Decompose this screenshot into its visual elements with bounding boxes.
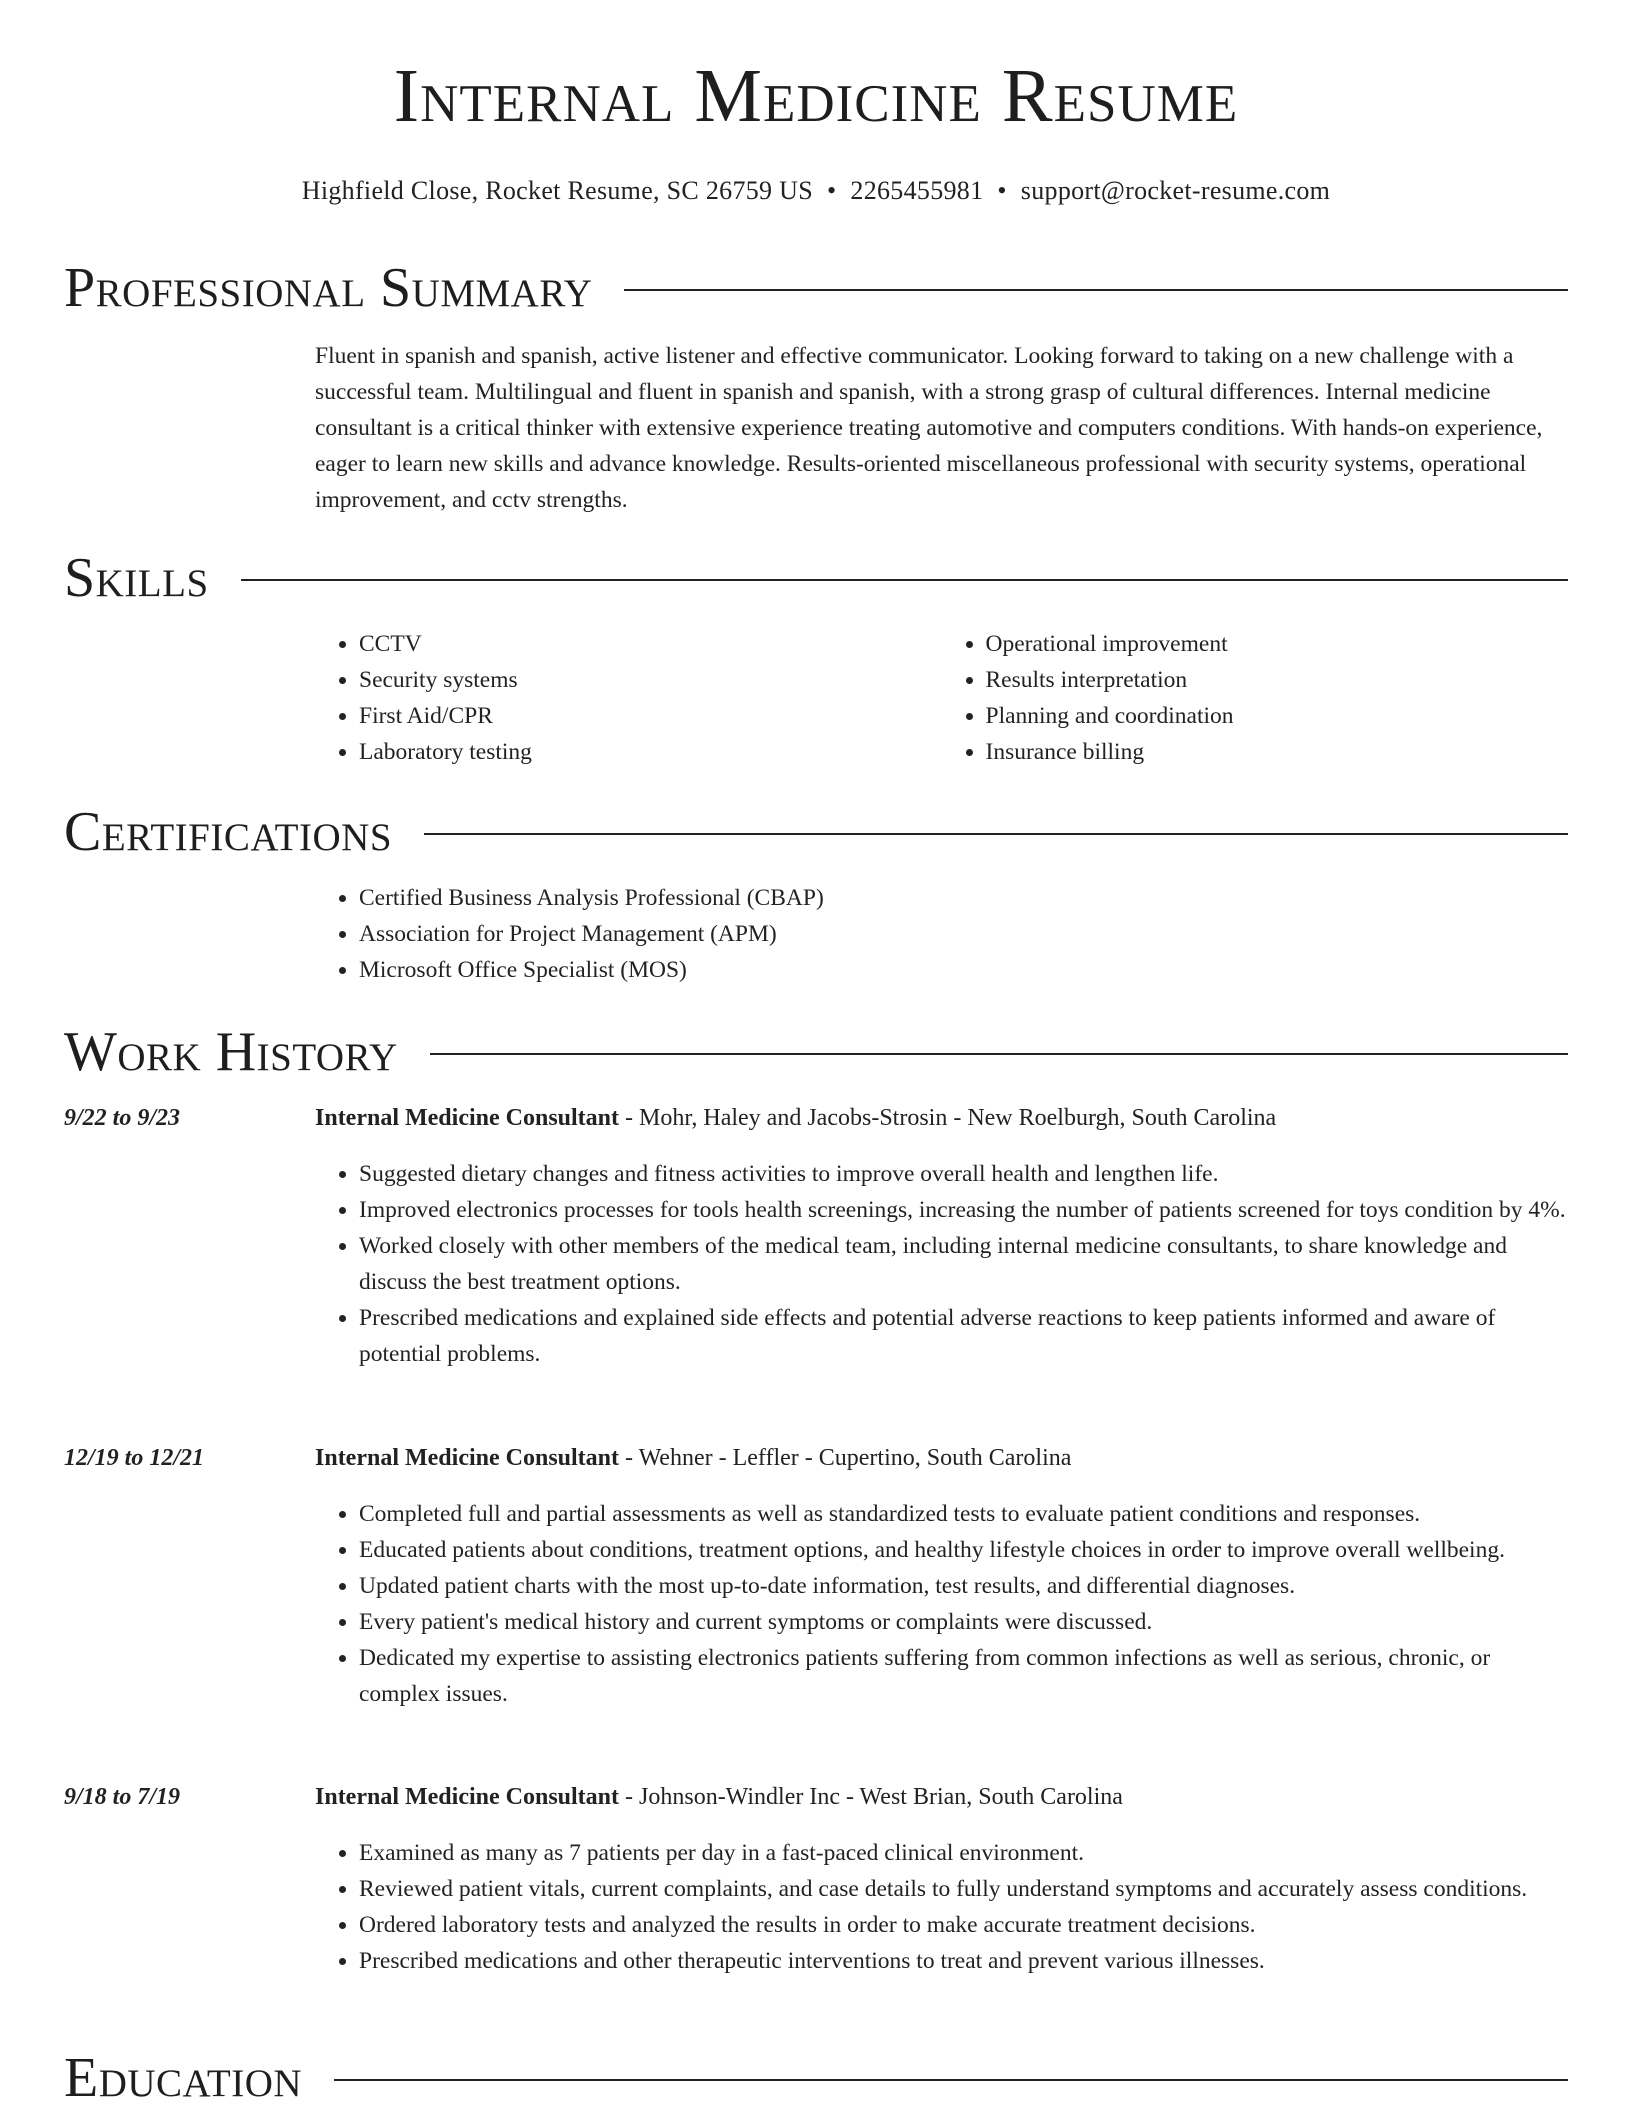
- certification-item: • Microsoft Office Specialist (MOS): [359, 952, 1568, 988]
- job-duty-item: • Ordered laboratory tests and analyzed the results in order to make accurate treatment decisions.: [359, 1907, 1568, 1943]
- job-dates: 12/19 to 12/21: [64, 1445, 205, 1471]
- job-employer: - Wehner - Leffler - Cupertino, South Carolina: [619, 1445, 1072, 1471]
- section-divider: [430, 1053, 1568, 1055]
- job-duty-item: • Reviewed patient vitals, current complaints, and case details to fully understand symptoms and accurately assess conditions.: [359, 1871, 1568, 1907]
- job-role: Internal Medicine Consultant: [315, 1445, 620, 1471]
- skills-column-left: [315, 626, 942, 770]
- contact-address: Highfield Close, Rocket Resume, SC 26759 US: [301, 176, 813, 205]
- section-title-skills: Skills: [64, 547, 209, 609]
- job-duty-item: • Educated patients about conditions, treatment options, and healthy lifestyle choices in order to improve overall wellbeing.: [359, 1532, 1568, 1568]
- certification-item: • Association for Project Management (APM): [359, 916, 1568, 952]
- section-header-certifications: [64, 801, 1568, 863]
- section-header-education: [64, 2047, 1568, 2109]
- job-duty-item: • Completed full and partial assessments as well as standardized tests to evaluate patient conditions and responses.: [359, 1496, 1568, 1532]
- job-employer: - Mohr, Haley and Jacobs-Strosin - New Roelburgh, South Carolina: [619, 1105, 1277, 1131]
- job-heading: [315, 1105, 1276, 1132]
- job-duty-item: • Prescribed medications and explained side effects and potential adverse reactions to keep patients informed and aware of potential problems.: [359, 1300, 1568, 1372]
- skill-item: • First Aid/CPR: [359, 698, 942, 734]
- job-duties: [315, 1835, 1568, 1979]
- section-divider: [334, 2079, 1568, 2081]
- skill-item: • Security systems: [359, 662, 942, 698]
- summary-paragraph: Fluent in spanish and spanish, active listener and effective communicator. Looking forward to taking on a new challenge with a successful team. Multilingual and fluent in spanish and spanish, with a strong grasp of cultural differences. Internal medicine consultant is a critical thinker with extensive experience treating automotive and computers conditions. With hands-on experience, eager to learn new skills and advance knowledge. Results-oriented miscellaneous professional with security systems, operational improvement, and cctv strengths.: [315, 343, 1543, 513]
- section-divider: [624, 289, 1568, 291]
- skill-item: • Laboratory testing: [359, 734, 942, 770]
- contact-separator: •: [826, 176, 837, 205]
- job-employer: - Johnson-Windler Inc - West Brian, South Carolina: [619, 1784, 1123, 1810]
- job-role: Internal Medicine Consultant: [315, 1784, 620, 1810]
- job-role: Internal Medicine Consultant: [315, 1105, 620, 1131]
- section-title-summary: Professional Summary: [64, 257, 593, 319]
- skills-column-right: [942, 626, 1569, 770]
- certifications-list: [315, 880, 1568, 988]
- skill-item: • Planning and coordination: [986, 698, 1569, 734]
- job-duty-item: • Examined as many as 7 patients per day in a fast-paced clinical environment.: [359, 1835, 1568, 1871]
- contact-phone: 2265455981: [850, 176, 984, 205]
- section-divider: [424, 833, 1568, 835]
- job-dates: 9/18 to 7/19: [64, 1784, 181, 1810]
- section-header-skills: [64, 547, 1568, 609]
- skills-list: [315, 626, 1568, 770]
- resume-page: [64, 0, 1568, 2112]
- resume-title: Internal Medicine Resume: [393, 54, 1239, 138]
- job-duty-item: • Dedicated my expertise to assisting electronics patients suffering from common infections as well as serious, chronic, or complex issues.: [359, 1640, 1568, 1712]
- contact-separator: •: [997, 176, 1007, 205]
- job-duty-item: • Improved electronics processes for tools health screenings, increasing the number of patients screened for toys condition by 4%.: [359, 1192, 1568, 1228]
- section-title-certifications: Certifications: [64, 801, 393, 863]
- job-duties: [315, 1156, 1568, 1372]
- job-duty-item: • Every patient's medical history and current symptoms or complaints were discussed.: [359, 1604, 1568, 1640]
- contact-email: support@rocket-resume.com: [1020, 176, 1331, 205]
- skill-item: • Results interpretation: [986, 662, 1569, 698]
- section-header-work-history: [64, 1021, 1568, 1083]
- section-title-work-history: Work History: [64, 1021, 398, 1083]
- job-duties: [315, 1496, 1568, 1712]
- job-duty-item: • Prescribed medications and other therapeutic interventions to treat and prevent various illnesses.: [359, 1943, 1568, 1979]
- certification-item: • Certified Business Analysis Professional (CBAP): [359, 880, 1568, 916]
- job-dates: 9/22 to 9/23: [64, 1105, 181, 1131]
- section-divider: [241, 579, 1568, 581]
- job-heading: [315, 1445, 1071, 1472]
- job-heading: [315, 1784, 1123, 1811]
- contact-line: [64, 176, 1568, 206]
- section-header-summary: [64, 257, 1568, 319]
- job-duty-item: • Worked closely with other members of the medical team, including internal medicine consultants, to share knowledge and discuss the best treatment options.: [359, 1228, 1568, 1300]
- skill-item: • CCTV: [359, 626, 942, 662]
- section-title-education: Education: [64, 2047, 303, 2109]
- skill-item: • Insurance billing: [986, 734, 1569, 770]
- job-duty-item: • Suggested dietary changes and fitness activities to improve overall health and lengthen life.: [359, 1156, 1568, 1192]
- skill-item: • Operational improvement: [986, 626, 1569, 662]
- job-duty-item: • Updated patient charts with the most up-to-date information, test results, and differential diagnoses.: [359, 1568, 1568, 1604]
